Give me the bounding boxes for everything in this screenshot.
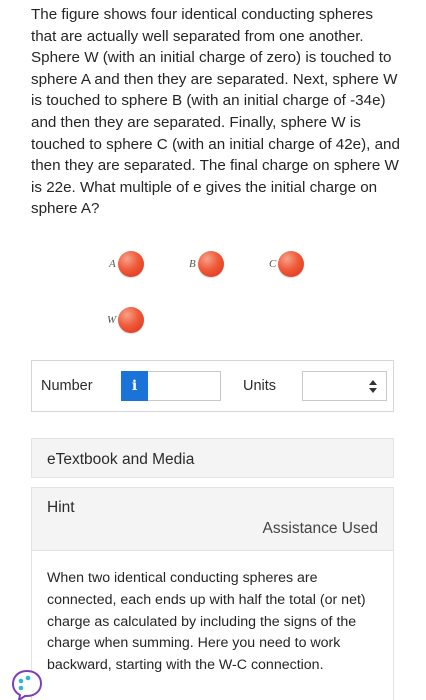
- number-label: Number: [41, 378, 93, 394]
- sphere-b-label: B: [189, 258, 196, 270]
- sphere-b-ball: [198, 251, 224, 277]
- hint-title: Hint: [47, 499, 75, 516]
- sphere-c-ball: [278, 251, 304, 277]
- assistance-used-label: Assistance Used: [262, 520, 378, 537]
- sphere-w-ball: [118, 307, 144, 333]
- sphere-a-ball: [118, 251, 144, 277]
- units-select[interactable]: [302, 371, 387, 401]
- chat-help-icon[interactable]: [10, 668, 44, 700]
- sphere-a: [109, 251, 144, 277]
- units-label: Units: [243, 378, 277, 394]
- hint-panel: [31, 487, 394, 700]
- etextbook-media-button[interactable]: [31, 438, 394, 478]
- updown-chevron-icon: [368, 380, 378, 393]
- sphere-b: [189, 251, 224, 277]
- number-input[interactable]: [148, 371, 221, 401]
- sphere-w: [107, 307, 144, 333]
- hint-body: When two identical conducting spheres are connected, each ends up with half the total (or net) charge as calculated by including the signs of the charge when summing. Here you need to work backward, starting with the W-C connection.: [47, 570, 366, 674]
- sphere-w-label: W: [107, 314, 117, 326]
- sphere-c-label: C: [269, 258, 277, 270]
- spheres-figure: [0, 246, 426, 336]
- info-icon[interactable]: i: [121, 371, 148, 401]
- question-text: The figure shows four identical conducting spheres that are actually well separated from one another. Sphere W (with an initial charge of zero) is touched to sphere A and then they are separated. Next, sphere W is touched to sphere B (with an initial charge of -34e) and then they are separated. Finally, sphere W is touched to sphere C (with an initial charge of 42e), and then they are separated. The final charge on sphere W is 22e. What multiple of e gives the initial charge on sphere A?: [31, 6, 400, 218]
- answer-row: [31, 360, 394, 412]
- sphere-a-label: A: [109, 258, 116, 270]
- etextbook-media-label: eTextbook and Media: [47, 451, 195, 468]
- hint-header[interactable]: [32, 488, 393, 551]
- sphere-c: [269, 251, 304, 277]
